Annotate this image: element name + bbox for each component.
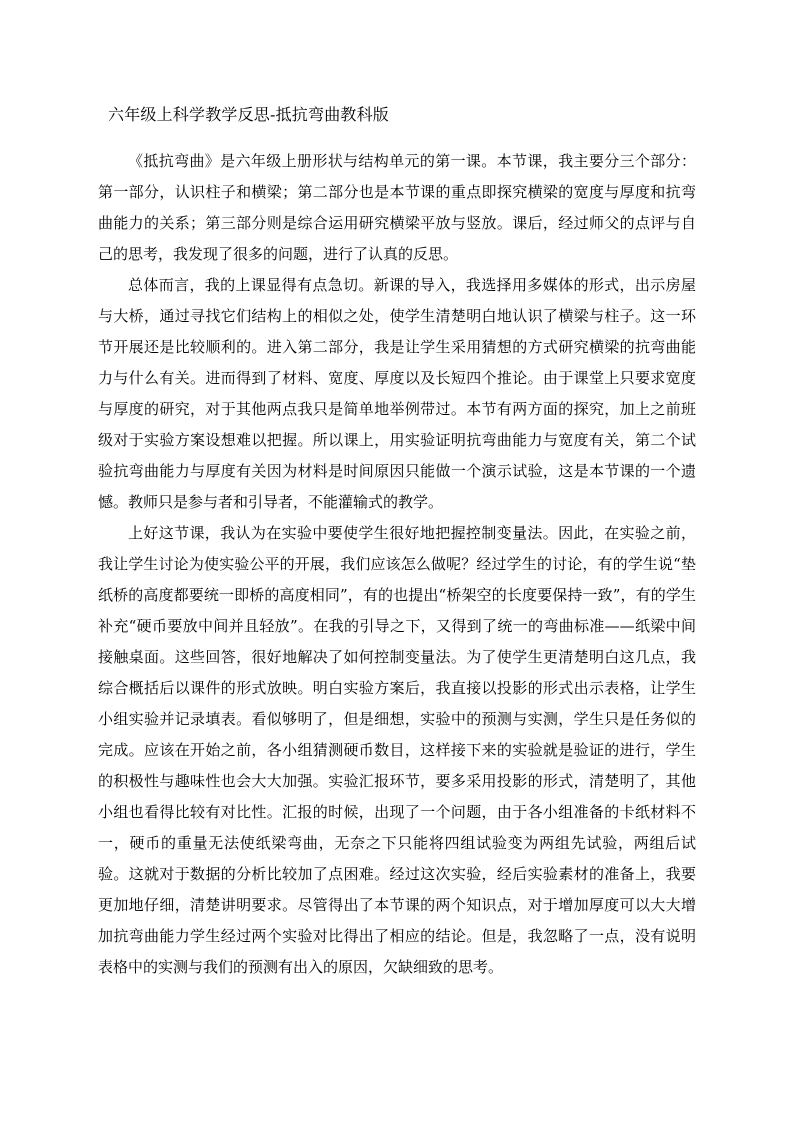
paragraph-experiment: 上好这节课，我认为在实验中要使学生很好地把握控制变量法。因此，在实验之前，我让学生讨论为使实验公平的开展，我们应该怎么做呢？经过学生的讨论，有的学生说“垫纸桥的高度都要统一即桥的高度相同”，有的也提出“桥架空的长度要保持一致”，有的学生补充“硬币要放中间并且轻放”。在我的引导之下，又得到了统一的弯曲标准——纸梁中间接触桌面。这些回答，很好地解决了如何控制变量法。为了使学生更清楚明白这几点，我综合概括后以课件的形式放映。明白实验方案后，我直接以投影的形式出示表格，让学生小组实验并记录填表。看似够明了，但是细想，实验中的预测与实测，学生只是任务似的完成。应该在开始之前，各小组猜测硬币数目，这样接下来的实验就是验证的进行，学生的积极性与趣味性也会大大加强。实验汇报环节，要多采用投影的形式，清楚明了，其他小组也看得比较有对比性。汇报的时候，出现了一个问题，由于各小组准备的卡纸材料不一，硬币的重量无法使纸梁弯曲，无奈之下只能将四组试验变为两组先试验，两组后试验。这就对于数据的分析比较加了点困难。经过这次实验，经后实验素材的准备上，我要更加地仔细，清楚讲明要求。尽管得出了本节课的两个知识点，对于增加厚度可以大大增加抗弯曲能力学生经过两个实验对比得出了相应的结论。但是，我忽略了一点，没有说明表格中的实测与我们的预测有出入的原因，欠缺细致的思考。 [98, 524, 696, 976]
paragraph-overview: 总体而言，我的上课显得有点急切。新课的导入，我选择用多媒体的形式，出示房屋与大桥，通过寻找它们结构上的相似之处，使学生清楚明白地认识了横梁与柱子。这一环节开展还是比较顺利的。进入第二部分，我是让学生采用猜想的方式研究横梁的抗弯曲能力与什么有关。进而得到了材料、宽度、厚度以及长短四个推论。由于课堂上只要求宽度与厚度的研究，对于其他两点我只是简单地举例带过。本节有两方面的探究，加上之前班级对于实验方案设想难以把握。所以课上，用实验证明抗弯曲能力与宽度有关，第二个试验抗弯曲能力与厚度有关因为材料是时间原因只能做一个演示试验，这是本节课的一个遗憾。教师只是参与者和引导者，不能灌输式的教学。 [98, 276, 696, 511]
paragraph-intro: 《抵抗弯曲》是六年级上册形状与结构单元的第一课。本节课，我主要分三个部分：第一部分，认识柱子和横梁；第二部分也是本节课的重点即探究横梁的宽度与厚度和抗弯曲能力的关系；第三部分则是综合运用研究横梁平放与竖放。课后，经过师父的点评与自己的思考，我发现了很多的问题，进行了认真的反思。 [98, 152, 696, 263]
document-title: 六年级上科学教学反思-抵抗弯曲教科版 [108, 105, 390, 124]
document-page [98, 104, 696, 983]
